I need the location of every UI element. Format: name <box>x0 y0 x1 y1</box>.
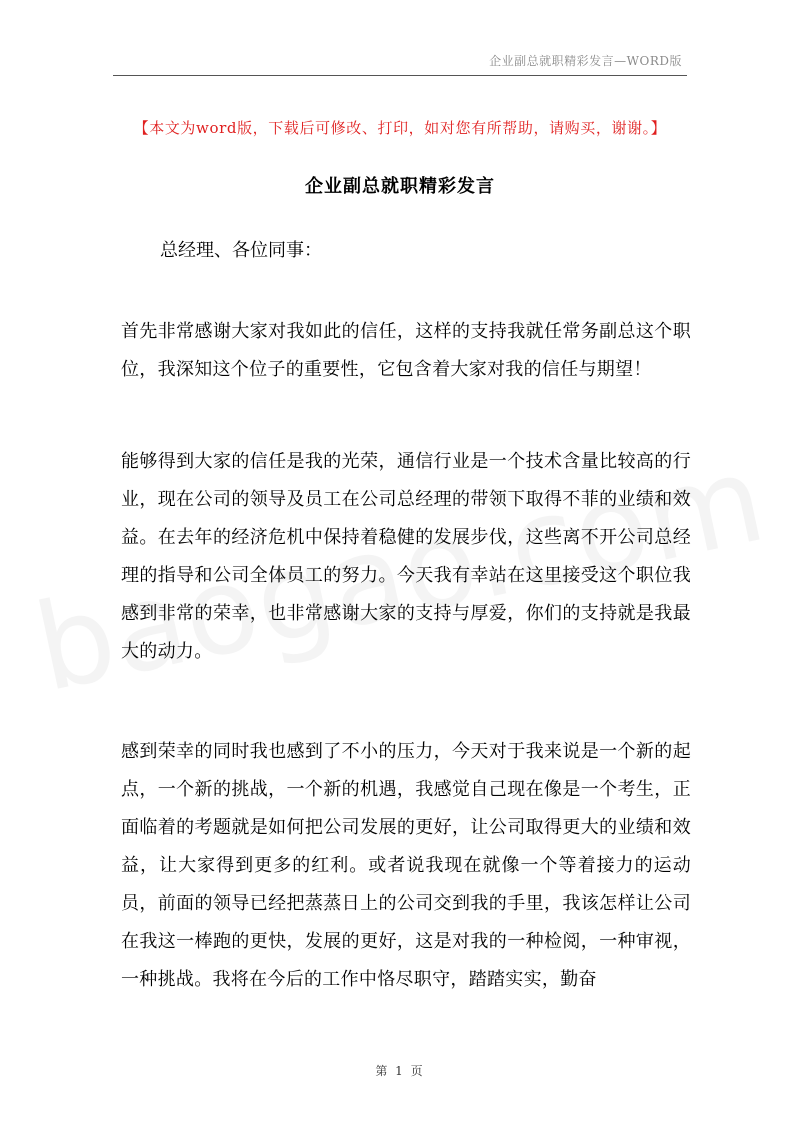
paragraph-1: 首先非常感谢大家对我如此的信任，这样的支持我就任常务副总这个职位，我深知这个位子的重要性，它包含着大家对我的信任与期望！ <box>121 321 691 380</box>
running-header: 企业副总就职精彩发言—WORD版 <box>489 54 682 68</box>
paragraph-3: 感到荣幸的同时我也感到了不小的压力，今天对于我来说是一个新的起点，一个新的挑战，一个新的机遇，我感觉自己现在像是一个考生，正面临着的考题就是如何把公司发展的更好，让公司取得更大的业绩和效益，让大家得到更多的红利。或者说我现在就像一个等着接力的运动员，前面的领导已经把蒸蒸日上的公司交到我的手里，我该怎样让公司在我这一棒跑的更快，发展的更好，这是对我的一种检阅，一种审视，一种挑战。我将在今后的工作中恪尽职守，踏踏实实，勤奋 <box>121 741 691 990</box>
header-divider <box>113 75 687 76</box>
document-title: 企业副总就职精彩发言 <box>305 176 495 197</box>
download-notice: 【本文为word版，下载后可修改、打印，如对您有所帮助，请购买，谢谢。】 <box>133 119 667 137</box>
salutation: 总经理、各位同事： <box>160 240 322 261</box>
page-number: 第 1 页 <box>375 1064 425 1078</box>
paragraph-2: 能够得到大家的信任是我的光荣，通信行业是一个技术含量比较高的行业，现在公司的领导及员工在公司总经理的带领下取得不菲的业绩和效益。在去年的经济危机中保持着稳健的发展步伐，这些离不开公司总经理的指导和公司全体员工的努力。今天我有幸站在这里接受这个职位我感到非常的荣幸，也非常感谢大家的支持与厚爱，你们的支持就是我最大的动力。 <box>121 451 691 662</box>
